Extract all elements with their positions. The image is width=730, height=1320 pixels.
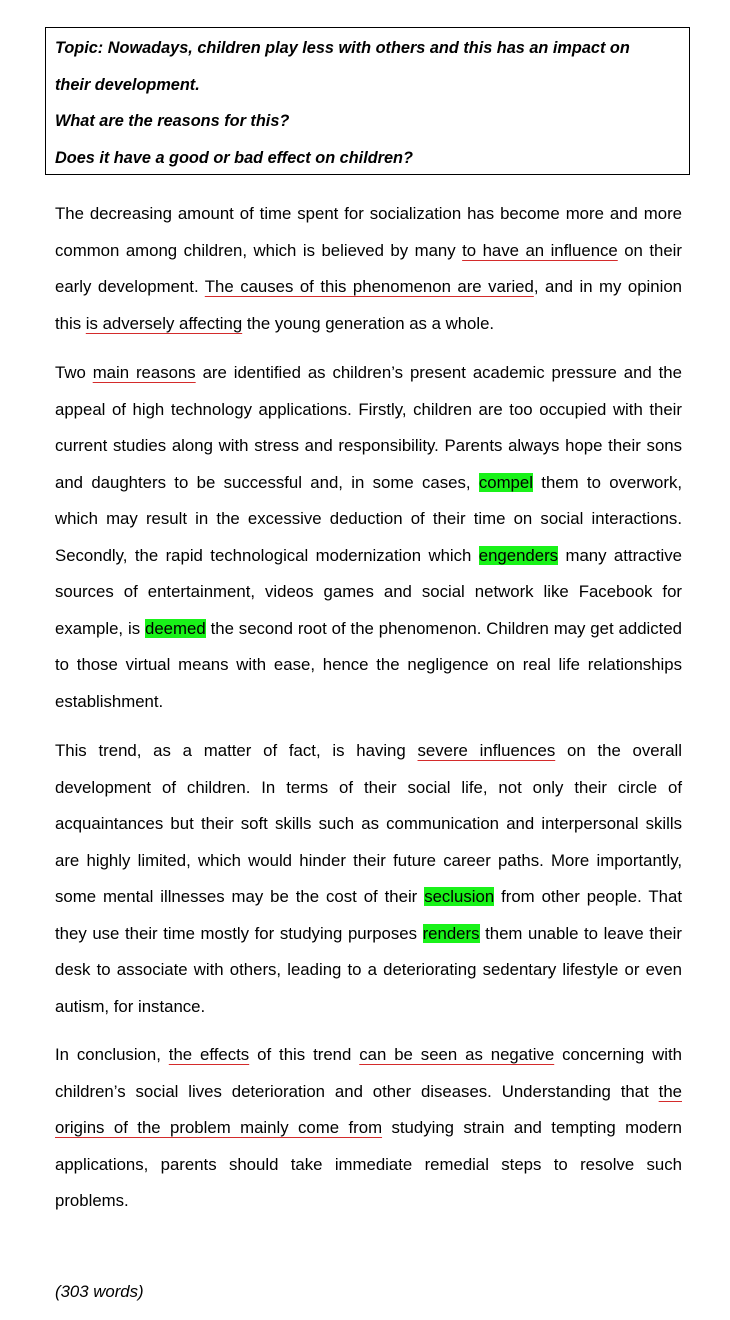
underlined-phrase: is adversely affecting — [85, 313, 243, 333]
text-segment: of this trend — [249, 1045, 360, 1064]
highlighted-word: seclusion — [424, 887, 495, 906]
text-segment: from other people. That they use their time mostly for studying purposes — [55, 887, 682, 943]
underlined-phrase: severe influences — [417, 741, 556, 760]
text-segment: the second root of the phenomenon. Children may get addicted to those virtual means with ease, hence the negligence on real life relationships establishment. — [55, 618, 682, 711]
highlighted-word: renders — [422, 923, 480, 943]
paragraph-conclusion — [55, 1037, 682, 1220]
paragraph-effects — [55, 733, 682, 1025]
topic-box — [45, 27, 690, 175]
underlined-phrase: main reasons — [92, 363, 196, 382]
topic-line-2: their development. — [55, 75, 200, 94]
paragraph-reasons — [55, 355, 682, 720]
text-segment: on their early development. — [55, 240, 682, 296]
topic-question-effect: Does it have a good or bad effect on children? — [55, 148, 413, 167]
text-segment: Two — [55, 363, 93, 382]
underlined-phrase: can be seen as negative — [359, 1045, 555, 1064]
highlighted-word: compel — [478, 472, 533, 492]
word-count: (303 words) — [55, 1282, 144, 1301]
text-segment: In conclusion, — [55, 1045, 169, 1064]
text-segment: on the overall development of children. In terms of their social life, not only their circle of acquaintances but their soft skills such as communication and interpersonal skills are highly limited, which would hinder their future career paths. More importantly, some mental illnesses may be the cost of their — [55, 741, 682, 906]
highlighted-word: engenders — [478, 545, 559, 565]
topic-question-reasons: What are the reasons for this? — [55, 112, 290, 130]
text-segment: many attractive sources of entertainment, videos games and social network like Facebook for example, is — [55, 545, 682, 638]
text-segment: the young generation as a whole. — [242, 313, 495, 333]
highlighted-word: deemed — [145, 618, 206, 638]
text-segment: studying strain and tempting modern applications, parents should take immediate remedial steps to resolve such problems. — [55, 1118, 682, 1210]
text-segment: This trend, as a matter of fact, is having — [55, 741, 418, 760]
text-segment: , and in my opinion this — [55, 277, 682, 333]
text-segment: The decreasing amount of time spent for socialization has become more and more common among children, which is believed by many — [55, 204, 682, 260]
text-segment: are identified as children’s present academic pressure and the appeal of high technology applications. Firstly, children are too occupied with their current studies along with stress and responsibility. Parents always hope their sons and daughters to be successful and, in some cases, — [55, 363, 682, 492]
underlined-phrase: The causes of this phenomenon are varied — [204, 277, 534, 296]
underlined-phrase: the effects — [168, 1045, 250, 1064]
paragraph-introduction — [55, 196, 682, 342]
topic-line-1: Topic: Nowadays, children play less with others and this has an impact on — [55, 39, 630, 57]
underlined-phrase: to have an influence — [462, 240, 618, 260]
text-segment: concerning with children’s social lives deterioration and other diseases. Understanding that — [55, 1045, 683, 1101]
underlined-phrase: the origins of the problem mainly come from — [55, 1081, 682, 1137]
text-segment: them to overwork, which may result in the excessive deduction of their time on social interactions. Secondly, the rapid technological modernization which — [55, 472, 682, 565]
essay-body — [55, 196, 682, 1232]
text-segment: them unable to leave their desk to associate with others, leading to a deteriorating sedentary lifestyle or even autism, for instance. — [55, 923, 682, 1016]
